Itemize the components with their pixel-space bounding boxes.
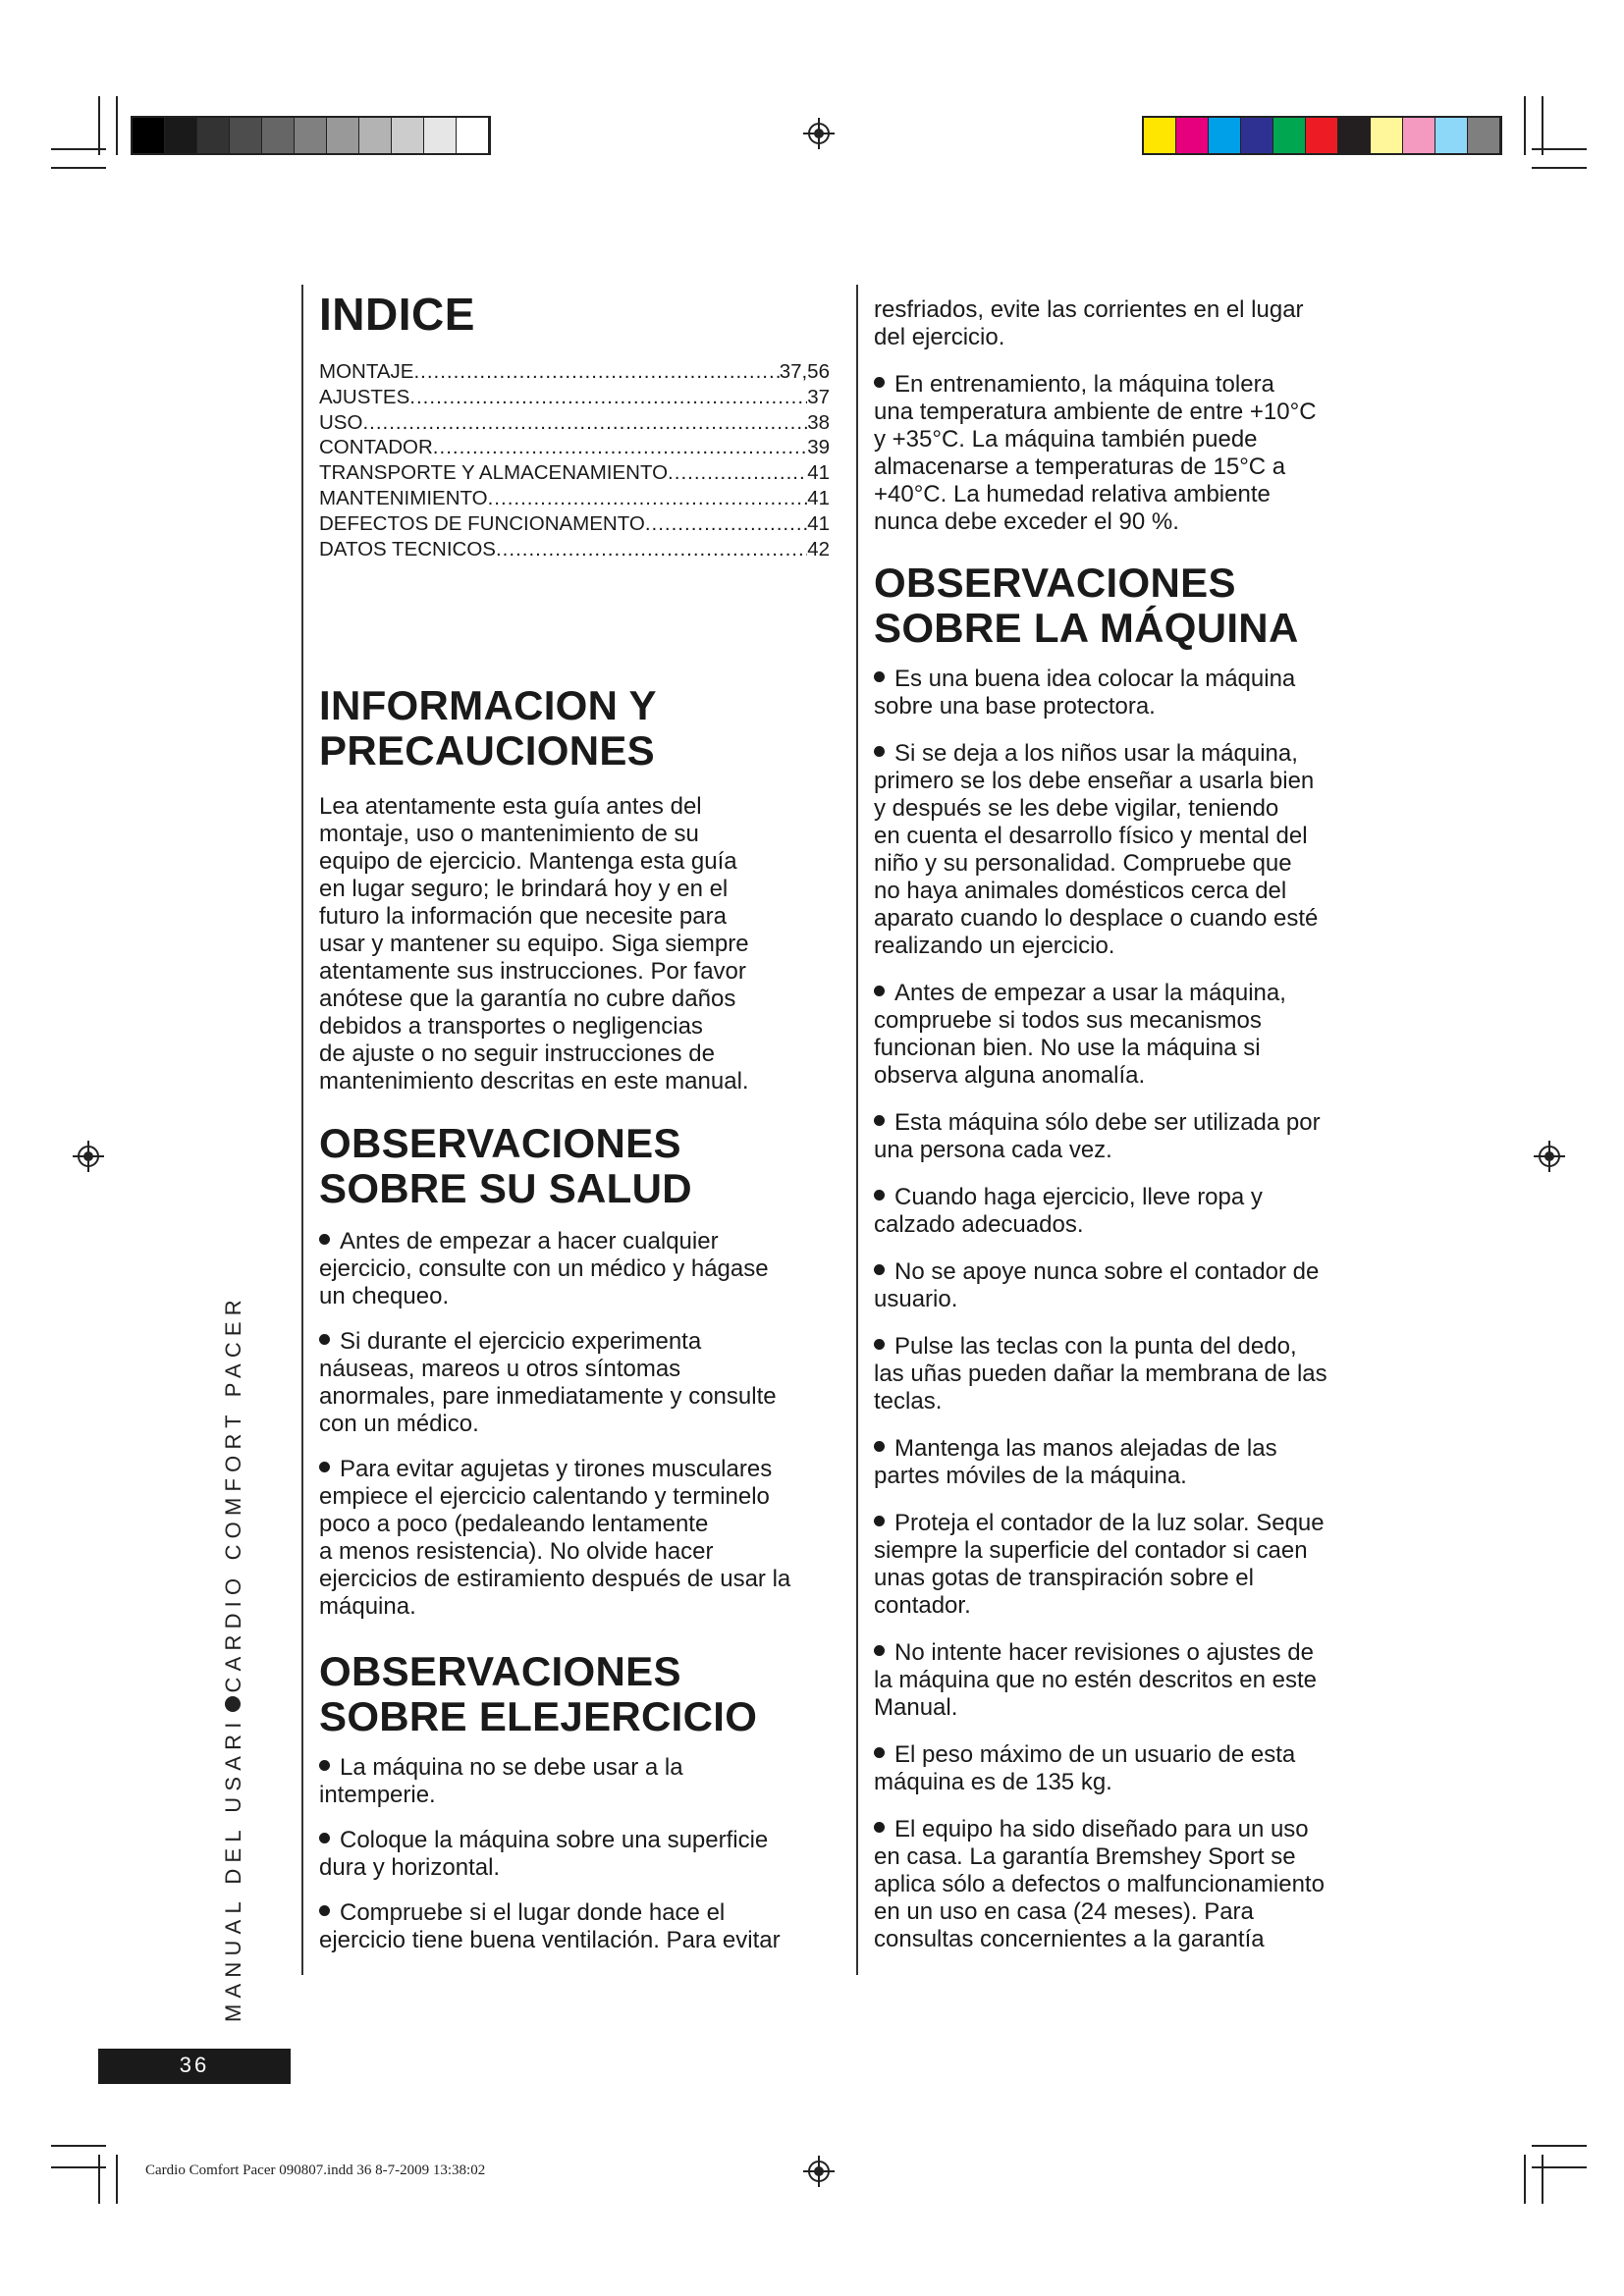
text-line: niño y su personalidad. Compruebe que bbox=[874, 850, 1292, 877]
side-manual-title bbox=[221, 1294, 246, 2022]
text-line: un chequeo. bbox=[319, 1283, 450, 1309]
text-line: primero se los debe enseñar a usarla bien bbox=[874, 768, 1315, 794]
text-line: Mantenga las manos alejadas de las bbox=[874, 1435, 1277, 1463]
toc-item-leader bbox=[362, 410, 807, 436]
text-line: ejercicio, consulte con un médico y hágase bbox=[319, 1255, 769, 1282]
text-line: equipo de ejercicio. Mantenga esta guía bbox=[319, 848, 737, 875]
bullet-icon bbox=[874, 1645, 885, 1656]
text-line: No intente hacer revisiones o ajustes de bbox=[874, 1639, 1317, 1667]
color-swatch bbox=[1306, 118, 1338, 153]
toc-item-page: 39 bbox=[807, 436, 830, 459]
bullet-icon bbox=[319, 1760, 330, 1771]
text-line: unas gotas de transpiración sobre el bbox=[874, 1565, 1254, 1591]
text-line: intemperie. bbox=[319, 1782, 436, 1808]
toc-item-label: DEFECTOS DE FUNCIONAMENTO bbox=[319, 511, 645, 535]
bullet-paragraph bbox=[874, 1184, 1263, 1239]
text-line: poco a poco (pedaleando lentamente bbox=[319, 1511, 709, 1537]
bullet-icon bbox=[874, 986, 885, 996]
toc-item-page: 38 bbox=[807, 410, 830, 434]
color-swatch bbox=[1273, 118, 1306, 153]
text-line: atentamente sus instrucciones. Por favor bbox=[319, 958, 746, 985]
bullet-icon bbox=[319, 1833, 330, 1843]
grey-swatch bbox=[133, 118, 165, 153]
bullet-paragraph bbox=[874, 740, 1318, 960]
text-line: teclas. bbox=[874, 1388, 943, 1415]
bullet-icon bbox=[319, 1234, 330, 1245]
text-line: compruebe si todos sus mecanismos bbox=[874, 1007, 1262, 1034]
text-line: del ejercicio. bbox=[874, 324, 1005, 350]
info-heading bbox=[319, 683, 657, 774]
toc-item-page: 37,56 bbox=[779, 360, 830, 383]
toc-item-leader bbox=[409, 385, 807, 410]
crop-mark-bottom-left-v bbox=[98, 2155, 100, 2204]
text-line: realizando un ejercicio. bbox=[874, 933, 1115, 959]
text-line: Lea atentamente esta guía antes del bbox=[319, 793, 702, 820]
text-line: Esta máquina sólo debe ser utilizada por bbox=[874, 1109, 1321, 1137]
toc-item bbox=[319, 435, 830, 460]
registration-mark-bottom-icon bbox=[803, 2156, 835, 2187]
bullet-icon bbox=[319, 1334, 330, 1345]
crop-mark-bottom-left-h2 bbox=[51, 2166, 106, 2168]
left-column-rule bbox=[301, 285, 303, 1975]
text-line: Proteja el contador de la luz solar. Seque bbox=[874, 1510, 1325, 1537]
crop-mark-bottom-left-h bbox=[51, 2145, 106, 2147]
color-calibration-bar bbox=[1142, 116, 1502, 155]
health-heading bbox=[319, 1121, 692, 1211]
toc-item bbox=[319, 537, 830, 562]
toc-item-leader bbox=[668, 460, 807, 486]
crop-mark-top-right-v bbox=[1524, 96, 1526, 155]
toc-item-leader bbox=[433, 435, 807, 460]
bullet-paragraph bbox=[874, 371, 1317, 536]
text-line: No se apoye nunca sobre el contador de bbox=[874, 1258, 1319, 1286]
bullet-icon bbox=[874, 377, 885, 388]
text-line: Si durante el ejercicio experimenta bbox=[319, 1328, 777, 1356]
text-line: partes móviles de la máquina. bbox=[874, 1463, 1187, 1489]
toc-item-page: 41 bbox=[807, 486, 830, 509]
text-line: Antes de empezar a hacer cualquier bbox=[319, 1228, 769, 1255]
registration-mark-left-icon bbox=[73, 1141, 104, 1172]
table-of-contents bbox=[319, 359, 830, 561]
text-line: usar y mantener su equipo. Siga siempre bbox=[319, 931, 749, 957]
text-line: y +35°C. La máquina también puede bbox=[874, 426, 1258, 453]
text-line: anótese que la garantía no cubre daños bbox=[319, 986, 736, 1012]
text-line: en lugar seguro; le brindará hoy y en el bbox=[319, 876, 729, 902]
text-line: empiece el ejercicio calentando y terminelo bbox=[319, 1483, 770, 1510]
text-line: El peso máximo de un usuario de esta bbox=[874, 1741, 1295, 1769]
crop-mark-bottom-left-v2 bbox=[116, 2155, 118, 2204]
text-line: en casa. La garantía Bremshey Sport se bbox=[874, 1843, 1296, 1870]
text-line: aparato cuando lo desplace o cuando esté bbox=[874, 905, 1319, 932]
color-swatch bbox=[1371, 118, 1403, 153]
bullet-paragraph bbox=[874, 666, 1295, 721]
toc-item-leader bbox=[645, 511, 807, 537]
grey-swatch bbox=[457, 118, 489, 153]
text-line: almacenarse a temperaturas de 15°C a bbox=[874, 454, 1286, 480]
side-bullet-icon bbox=[225, 1696, 241, 1712]
crop-mark-bottom-right-h2 bbox=[1532, 2166, 1587, 2168]
toc-item-label: AJUSTES bbox=[319, 385, 410, 408]
text-line: Es una buena idea colocar la máquina bbox=[874, 666, 1295, 693]
grey-swatch bbox=[165, 118, 197, 153]
grey-swatch bbox=[359, 118, 392, 153]
text-line: +40°C. La humedad relativa ambiente bbox=[874, 481, 1271, 507]
text-line: no haya animales domésticos cerca del bbox=[874, 878, 1287, 904]
heading-line: SOBRE SU SALUD bbox=[319, 1165, 692, 1211]
toc-item-page: 37 bbox=[807, 385, 830, 408]
crop-mark-bottom-right-v2 bbox=[1542, 2155, 1543, 2204]
toc-item-page: 41 bbox=[807, 461, 830, 485]
grey-swatch bbox=[262, 118, 295, 153]
bullet-icon bbox=[874, 1115, 885, 1126]
color-swatch bbox=[1241, 118, 1273, 153]
text-line: en un uso en casa (24 meses). Para bbox=[874, 1898, 1254, 1925]
text-line: una temperatura ambiente de entre +10°C bbox=[874, 399, 1317, 425]
toc-item-label: MANTENIMIENTO bbox=[319, 486, 488, 509]
toc-item-leader bbox=[488, 486, 808, 511]
bullet-icon bbox=[874, 1190, 885, 1201]
text-line: máquina. bbox=[319, 1593, 416, 1620]
text-line: nunca debe exceder el 90 %. bbox=[874, 508, 1179, 535]
bullet-paragraph bbox=[874, 1639, 1317, 1722]
crop-mark-bottom-right-v bbox=[1524, 2155, 1526, 2204]
toc-item-leader bbox=[496, 537, 807, 562]
text-line: usuario. bbox=[874, 1286, 958, 1312]
text-line: y después se les debe vigilar, teniendo bbox=[874, 795, 1279, 822]
color-swatch bbox=[1435, 118, 1468, 153]
toc-item-leader bbox=[413, 359, 779, 385]
toc-item bbox=[319, 410, 830, 436]
bullet-paragraph bbox=[874, 1741, 1295, 1796]
text-line: de ajuste o no seguir instrucciones de bbox=[319, 1041, 715, 1067]
text-line: las uñas pueden dañar la membrana de las bbox=[874, 1361, 1327, 1387]
toc-item-label: DATOS TECNICOS bbox=[319, 537, 496, 561]
color-swatch bbox=[1209, 118, 1241, 153]
bullet-paragraph bbox=[319, 1827, 768, 1882]
bullet-paragraph bbox=[319, 1456, 790, 1621]
bullet-icon bbox=[874, 1441, 885, 1452]
crop-mark-top-right-v2 bbox=[1542, 96, 1543, 155]
info-body bbox=[319, 793, 749, 1095]
page-number: 36 bbox=[179, 2053, 210, 2077]
bullet-paragraph bbox=[874, 980, 1286, 1090]
text-line: anormales, pare inmediatamente y consulte bbox=[319, 1383, 777, 1410]
bullet-paragraph bbox=[874, 1435, 1277, 1490]
bullet-icon bbox=[874, 1339, 885, 1350]
text-line: calzado adecuados. bbox=[874, 1211, 1084, 1238]
bullet-paragraph bbox=[319, 1328, 777, 1438]
text-line: Compruebe si el lugar donde hace el bbox=[319, 1899, 781, 1927]
bullet-paragraph bbox=[874, 1333, 1327, 1415]
bullet-icon bbox=[874, 1516, 885, 1526]
machine-heading bbox=[874, 561, 1299, 651]
text-line: ejercicio tiene buena ventilación. Para evitar bbox=[319, 1927, 781, 1953]
toc-item bbox=[319, 486, 830, 511]
crop-mark-top-right-h bbox=[1532, 148, 1587, 150]
text-line: Si se deja a los niños usar la máquina, bbox=[874, 740, 1318, 768]
bullet-paragraph bbox=[874, 1109, 1321, 1164]
text-line: máquina es de 135 kg. bbox=[874, 1769, 1112, 1795]
text-line: dura y horizontal. bbox=[319, 1854, 501, 1881]
grey-swatch bbox=[424, 118, 457, 153]
bullet-icon bbox=[874, 1822, 885, 1833]
text-line: en cuenta el desarrollo físico y mental del bbox=[874, 823, 1308, 849]
toc-item-page: 41 bbox=[807, 511, 830, 535]
text-line: En entrenamiento, la máquina tolera bbox=[874, 371, 1317, 399]
text-line: Manual. bbox=[874, 1694, 958, 1721]
text-line: Coloque la máquina sobre una superficie bbox=[319, 1827, 768, 1854]
bullet-paragraph bbox=[874, 1510, 1325, 1620]
text-line: a menos resistencia). No olvide hacer bbox=[319, 1538, 714, 1565]
bullet-paragraph bbox=[319, 1754, 683, 1809]
toc-item bbox=[319, 385, 830, 410]
bullet-icon bbox=[874, 746, 885, 757]
text-line: observa alguna anomalía. bbox=[874, 1062, 1146, 1089]
crop-mark-top-left-h2 bbox=[51, 167, 106, 169]
text-line: resfriados, evite las corrientes en el lugar bbox=[874, 296, 1304, 323]
toc-item-label: CONTADOR bbox=[319, 436, 433, 459]
grey-calibration-bar bbox=[131, 116, 491, 155]
side-text-left: MANUAL DEL USARI bbox=[221, 1716, 245, 2022]
text-line: contador. bbox=[874, 1592, 971, 1619]
text-line: siempre la superficie del contador si caen bbox=[874, 1537, 1308, 1564]
toc-item-label: TRANSPORTE Y ALMACENAMIENTO bbox=[319, 461, 669, 485]
text-line: mantenimiento descritas en este manual. bbox=[319, 1068, 749, 1095]
text-line: Para evitar agujetas y tirones musculares bbox=[319, 1456, 790, 1483]
text-line: El equipo ha sido diseñado para un uso bbox=[874, 1816, 1325, 1843]
text-line: ejercicios de estiramiento después de usar la bbox=[319, 1566, 791, 1592]
exercise-heading bbox=[319, 1649, 757, 1739]
continuation-text bbox=[874, 296, 1304, 351]
grey-swatch bbox=[197, 118, 230, 153]
file-slug: Cardio Comfort Pacer 090807.indd 36 8-7-2009 13:38:02 bbox=[145, 2163, 486, 2178]
text-line: Pulse las teclas con la punta del dedo, bbox=[874, 1333, 1327, 1361]
text-line: aplica sólo a defectos o malfuncionamiento bbox=[874, 1871, 1325, 1897]
heading-line: OBSERVACIONES bbox=[319, 1120, 681, 1166]
toc-item bbox=[319, 460, 830, 486]
registration-mark-right-icon bbox=[1534, 1141, 1565, 1172]
bullet-icon bbox=[319, 1462, 330, 1472]
bullet-paragraph bbox=[874, 1816, 1325, 1953]
heading-line: OBSERVACIONES bbox=[874, 560, 1236, 606]
text-line: Antes de empezar a usar la máquina, bbox=[874, 980, 1286, 1007]
grey-swatch bbox=[230, 118, 262, 153]
grey-swatch bbox=[392, 118, 424, 153]
index-title: INDICE bbox=[319, 289, 475, 340]
toc-item bbox=[319, 359, 830, 385]
toc-item-label: USO bbox=[319, 410, 363, 434]
grey-swatch bbox=[295, 118, 327, 153]
text-line: futuro la información que necesite para bbox=[319, 903, 727, 930]
text-line: Cuando haga ejercicio, lleve ropa y bbox=[874, 1184, 1263, 1211]
heading-line: SOBRE LA MÁQUINA bbox=[874, 605, 1299, 651]
bullet-paragraph bbox=[319, 1899, 781, 1954]
text-line: náuseas, mareos u otros síntomas bbox=[319, 1356, 681, 1382]
color-swatch bbox=[1338, 118, 1371, 153]
grey-swatch bbox=[327, 118, 359, 153]
heading-line: SOBRE ELEJERCICIO bbox=[319, 1693, 758, 1739]
heading-line: PRECAUCIONES bbox=[319, 727, 655, 774]
text-line: con un médico. bbox=[319, 1411, 479, 1437]
heading-line: OBSERVACIONES bbox=[319, 1648, 681, 1694]
text-line: funcionan bien. No use la máquina si bbox=[874, 1035, 1261, 1061]
text-line: consultas concernientes a la garantía bbox=[874, 1926, 1265, 1952]
color-swatch bbox=[1468, 118, 1500, 153]
bullet-icon bbox=[874, 671, 885, 682]
text-line: debidos a transportes o negligencias bbox=[319, 1013, 703, 1040]
right-column-rule bbox=[856, 285, 858, 1975]
bullet-icon bbox=[874, 1747, 885, 1758]
bullet-icon bbox=[319, 1905, 330, 1916]
bullet-icon bbox=[874, 1264, 885, 1275]
toc-item-page: 42 bbox=[807, 537, 830, 561]
toc-item bbox=[319, 511, 830, 537]
color-swatch bbox=[1403, 118, 1435, 153]
crop-mark-top-left-v2 bbox=[116, 96, 118, 155]
bullet-paragraph bbox=[874, 1258, 1319, 1313]
color-swatch bbox=[1176, 118, 1209, 153]
heading-line: INFORMACION Y bbox=[319, 682, 657, 728]
toc-item-label: MONTAJE bbox=[319, 360, 414, 383]
page-number-box bbox=[98, 2049, 291, 2084]
crop-mark-bottom-right-h bbox=[1532, 2145, 1587, 2147]
crop-mark-top-left-v bbox=[98, 96, 100, 155]
bullet-paragraph bbox=[319, 1228, 769, 1310]
crop-mark-top-right-h2 bbox=[1532, 167, 1587, 169]
text-line: montaje, uso o mantenimiento de su bbox=[319, 821, 699, 847]
text-line: una persona cada vez. bbox=[874, 1137, 1112, 1163]
color-swatch bbox=[1144, 118, 1176, 153]
text-line: La máquina no se debe usar a la bbox=[319, 1754, 683, 1782]
text-line: la máquina que no estén descritos en este bbox=[874, 1667, 1317, 1693]
text-line: sobre una base protectora. bbox=[874, 693, 1156, 720]
registration-mark-top-icon bbox=[803, 118, 835, 149]
side-text-right: CARDIO COMFORT PACER bbox=[221, 1294, 245, 1693]
